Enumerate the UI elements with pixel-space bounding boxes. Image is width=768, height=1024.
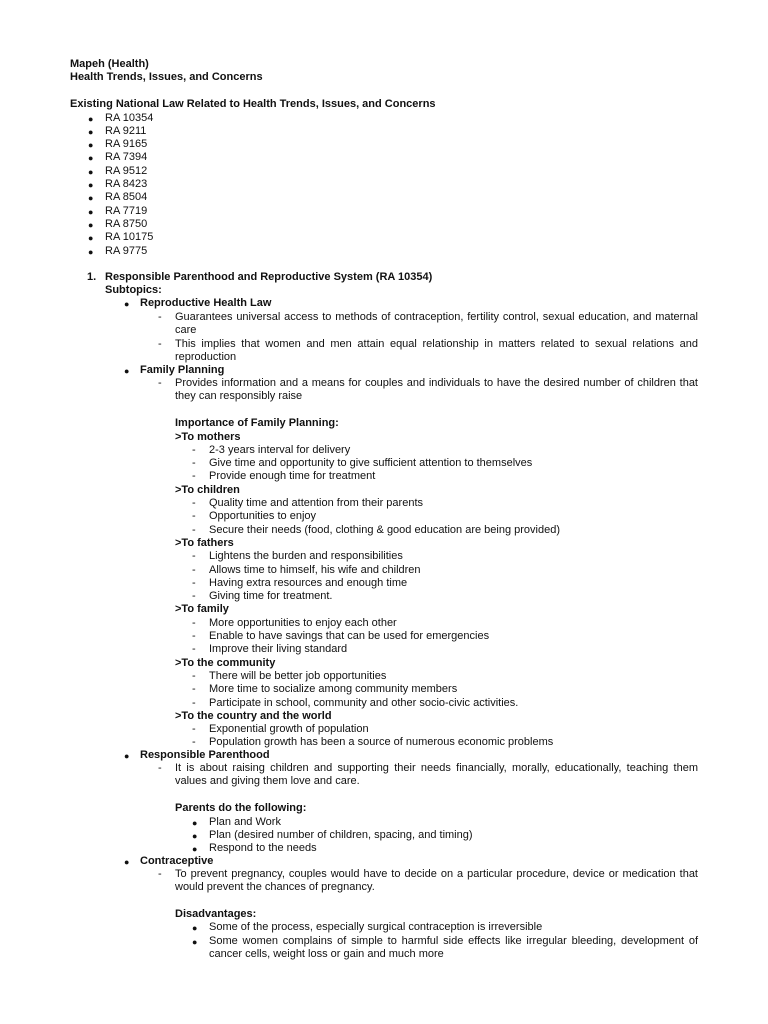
bullet-icon: ● — [124, 751, 130, 761]
importance-item: Give time and opportunity to give sufficient attention to themselves — [209, 457, 533, 470]
dash-icon: - — [192, 590, 196, 603]
parents-item: Respond to the needs — [209, 842, 317, 855]
rh-law-title: Reproductive Health Law — [140, 297, 272, 309]
importance-item: More time to socialize among community members — [209, 683, 458, 696]
dash-icon: - — [192, 523, 196, 536]
bullet-icon: ● — [88, 166, 94, 177]
dash-icon: - — [158, 868, 162, 880]
importance-group-label: >To children — [175, 483, 240, 496]
law-item: RA 9165 — [105, 138, 148, 151]
laws-heading: Existing National Law Related to Health Trends, Issues, and Concerns — [70, 98, 436, 110]
bullet-icon: ● — [88, 206, 94, 217]
importance-item: Opportunities to enjoy — [209, 510, 317, 523]
bullet-icon: ● — [192, 817, 198, 828]
dash-icon: - — [192, 576, 196, 589]
doc-subtitle: Health Trends, Issues, and Concerns — [70, 71, 263, 83]
importance-group-label: >To the country and the world — [175, 709, 332, 722]
dash-icon: - — [158, 311, 162, 323]
importance-item: Quality time and attention from their parents — [209, 497, 423, 509]
bullet-icon: ● — [88, 126, 94, 137]
law-item: RA 9211 — [105, 124, 147, 137]
dash-icon: - — [192, 470, 196, 483]
parents-heading: Parents do the following: — [175, 802, 307, 814]
importance-group-label: >To fathers — [175, 536, 234, 549]
importance-item: More opportunities to enjoy each other — [209, 616, 397, 629]
subtopics-label: Subtopics: — [105, 284, 162, 296]
law-item: RA 8423 — [105, 178, 148, 190]
dash-icon: - — [192, 616, 196, 629]
bullet-icon: ● — [88, 193, 94, 204]
disadvantage-item: Some of the process, especially surgical contraception is irreversible — [209, 921, 543, 933]
importance-item: Population growth has been a source of numerous economic problems — [209, 736, 554, 749]
bullet-icon: ● — [88, 140, 94, 151]
law-item: RA 8750 — [105, 217, 148, 230]
dash-icon: - — [192, 497, 196, 509]
dash-icon: - — [192, 630, 196, 642]
bullet-icon: ● — [124, 299, 130, 309]
bullet-icon: ● — [192, 923, 198, 933]
importance-item: Improve their living standard — [209, 643, 348, 656]
dash-icon: - — [192, 736, 196, 749]
importance-item: Exponential growth of population — [209, 723, 369, 736]
disadvantage-item: Some women complains of simple to harmful side effects like irregular bleeding, development of cancer cells, weight loss or gain and much more — [209, 935, 698, 961]
responsible-parenthood-point: It is about raising children and supporting their needs financially, morally, educationally, teaching them values and giving them love and care. — [175, 762, 698, 788]
family-planning-title: Family Planning — [140, 364, 225, 376]
section-title: Responsible Parenthood and Reproductive System (RA 10354) — [105, 271, 433, 283]
importance-item: Enable to have savings that can be used for emergencies — [209, 630, 490, 642]
law-item: RA 10175 — [105, 231, 154, 244]
dash-icon: - — [192, 723, 196, 736]
bullet-icon: ● — [88, 219, 94, 230]
dash-icon: - — [158, 762, 162, 774]
dash-icon: - — [192, 696, 196, 709]
dash-icon: - — [192, 563, 196, 576]
importance-group-label: >To mothers — [175, 430, 241, 443]
importance-group-label: >To the community — [175, 656, 276, 669]
dash-icon: - — [192, 550, 196, 563]
importance-item: Lightens the burden and responsibilities — [209, 550, 403, 563]
bullet-icon: ● — [192, 937, 198, 947]
law-item: RA 9512 — [105, 164, 148, 177]
importance-item: There will be better job opportunities — [209, 669, 387, 682]
law-item: RA 8504 — [105, 191, 148, 204]
bullet-icon: ● — [124, 366, 130, 376]
importance-item: Allows time to himself, his wife and children — [209, 563, 421, 576]
law-item: RA 7719 — [105, 204, 148, 217]
importance-item: Having extra resources and enough time — [209, 576, 408, 589]
bullet-icon: ● — [88, 153, 94, 164]
importance-item: Secure their needs (food, clothing & good education are being provided) — [209, 523, 561, 536]
importance-group-label: >To family — [175, 603, 229, 616]
importance-item: Participate in school, community and other socio-civic activities. — [209, 696, 519, 709]
rh-law-point: Guarantees universal access to methods of contraception, fertility control, sexual education, and maternal care — [175, 311, 698, 337]
law-item: RA 10354 — [105, 111, 154, 124]
importance-heading: Importance of Family Planning: — [175, 417, 339, 429]
disadvantages-heading: Disadvantages: — [175, 908, 257, 920]
bullet-icon: ● — [88, 246, 94, 257]
responsible-parenthood-title: Responsible Parenthood — [140, 749, 270, 761]
bullet-icon: ● — [192, 830, 198, 841]
dash-icon: - — [192, 510, 196, 523]
section-number: 1. — [87, 271, 97, 283]
bullet-icon: ● — [124, 857, 130, 867]
dash-icon: - — [192, 457, 196, 470]
bullet-icon: ● — [88, 233, 94, 244]
importance-item: Provide enough time for treatment — [209, 470, 376, 483]
dash-icon: - — [158, 338, 162, 350]
importance-item: 2-3 years interval for delivery — [209, 443, 351, 456]
bullet-icon: ● — [192, 844, 198, 855]
importance-item: Giving time for treatment. — [209, 590, 333, 603]
dash-icon: - — [192, 669, 196, 682]
contraceptive-title: Contraceptive — [140, 855, 214, 867]
dash-icon: - — [192, 443, 196, 456]
dash-icon: - — [192, 683, 196, 696]
contraceptive-point: To prevent pregnancy, couples would have to decide on a particular procedure, device or medication that would prevent the chances of pregnancy. — [175, 868, 698, 894]
parents-item: Plan and Work — [209, 815, 281, 828]
bullet-icon: ● — [88, 113, 94, 124]
law-item: RA 7394 — [105, 151, 148, 164]
dash-icon: - — [192, 643, 196, 656]
dash-icon: - — [158, 377, 162, 389]
bullet-icon: ● — [88, 180, 94, 190]
rh-law-point: This implies that women and men attain equal relationship in matters related to sexual relations and reproduction — [175, 338, 698, 364]
parents-item: Plan (desired number of children, spacing, and timing) — [209, 828, 473, 841]
doc-title: Mapeh (Health) — [70, 58, 149, 70]
family-planning-point: Provides information and a means for couples and individuals to have the desired number of children that they can responsibly raise — [175, 377, 698, 403]
law-item: RA 9775 — [105, 244, 148, 257]
